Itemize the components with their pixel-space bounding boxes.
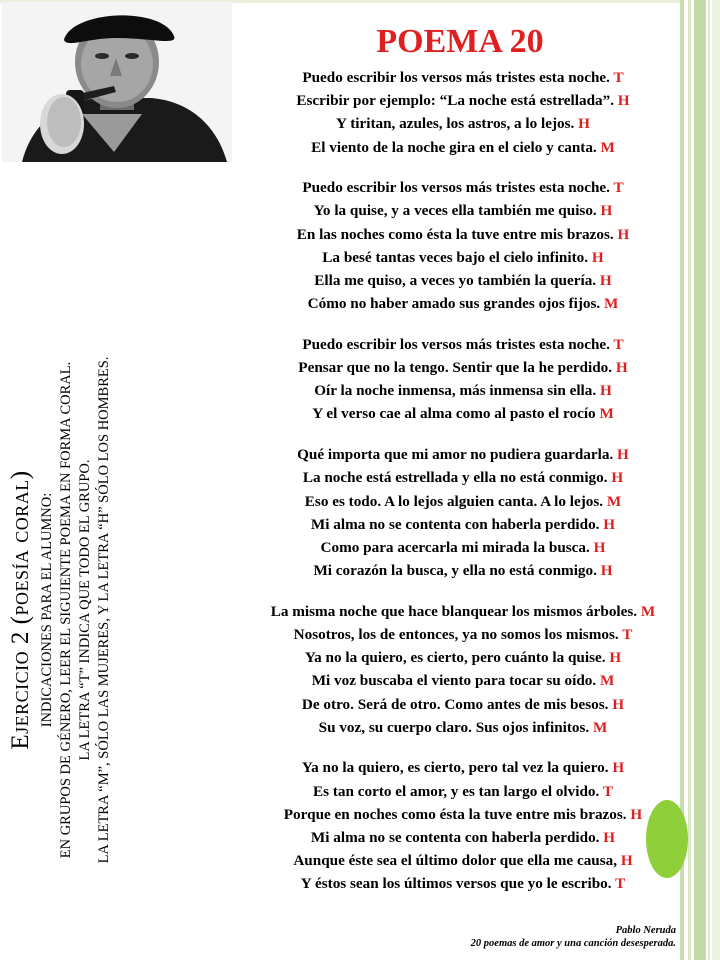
voice-tag: H (600, 202, 613, 220)
voice-tag: T (613, 179, 624, 197)
poem-line (218, 176, 708, 199)
voice-tag: T (602, 782, 613, 800)
instructions-panel (0, 290, 170, 930)
poem-line (218, 379, 708, 402)
voice-tag: H (620, 852, 633, 870)
poem-line (218, 292, 708, 315)
line-text: La noche está estrellada y ella no está conmigo. (302, 469, 608, 487)
line-text: Pensar que no la tengo. Sentir que la he perdido. (298, 359, 613, 377)
line-text: Su voz, su cuerpo claro. Sus ojos infinitos. (318, 718, 590, 736)
poem-line (218, 466, 708, 489)
poem-line (218, 716, 708, 739)
poem-line (218, 646, 708, 669)
poem-line (218, 756, 708, 779)
voice-tag: H (600, 562, 613, 580)
line-text: Puedo escribir los versos más tristes esta noche. (302, 69, 610, 86)
line-text: Ya no la quiero, es cierto, pero tal vez la quiero. (301, 759, 609, 777)
line-text: Escribir por ejemplo: “La noche está estrellada”. (296, 92, 614, 110)
border-stripe (708, 0, 710, 960)
instructions-line: INDICACIONES PARA EL ALUMNO: (39, 492, 55, 728)
stanza (218, 600, 708, 739)
voice-tag: H (609, 649, 622, 667)
poem-body (218, 66, 708, 913)
voice-tag: T (613, 69, 624, 86)
voice-tag: T (622, 625, 633, 643)
poem-line (218, 112, 708, 135)
poem-line (218, 443, 708, 466)
portrait-illustration (2, 2, 232, 162)
voice-tag: H (578, 115, 590, 133)
line-text: La misma noche que hace blanquear los mismos árboles. (270, 602, 638, 620)
line-text: Mi alma no se contenta con haberla perdido. (310, 515, 600, 533)
poem-line (218, 89, 708, 112)
line-text: Aunque éste sea el último dolor que ella me causa, (293, 852, 618, 870)
line-text: Como para acercarla mi mirada la busca. (320, 538, 590, 556)
line-text: Yo la quise, y a veces ella también me quiso. (313, 202, 597, 220)
line-text: Nosotros, los de entonces, ya no somos los mismos. (293, 625, 619, 643)
voice-tag: H (617, 92, 630, 110)
poem-line (218, 669, 708, 692)
voice-tag: M (599, 672, 615, 690)
exercise-title: Ejercicio 2 (poesía coral) (7, 470, 34, 750)
voice-tag: H (599, 272, 612, 289)
line-text: Porque en noches como ésta la tuve entre mis brazos. (283, 805, 627, 823)
poem-title: POEMA 20 (376, 23, 544, 60)
voice-tag: H (612, 695, 625, 713)
poem-line (218, 269, 708, 292)
voice-tag: M (593, 718, 608, 736)
stanza (218, 756, 708, 895)
line-text: Puedo escribir los versos más tristes esta noche. (302, 335, 610, 353)
line-text: Mi corazón la busca, y ella no está conmigo. (313, 562, 597, 580)
poem-line (218, 849, 708, 872)
line-text: Mi alma no se contenta con haberla perdido. (310, 828, 600, 846)
voice-tag: H (603, 828, 616, 846)
stanza (218, 66, 708, 159)
poem-line (218, 536, 708, 559)
poem-line (218, 333, 708, 356)
line-text: Y el verso cae al alma como al pasto el rocío (312, 405, 596, 423)
poem-line (218, 826, 708, 849)
voice-tag: T (613, 335, 624, 353)
line-text: Y éstos sean los últimos versos que yo le escribo. (300, 875, 612, 893)
poem-line (218, 490, 708, 513)
voice-tag: H (612, 759, 625, 777)
poem-line (218, 623, 708, 646)
author-portrait (2, 2, 232, 162)
line-text: Es tan corto el amor, y es tan largo el olvido. (313, 782, 600, 800)
line-text: Cómo no haber amado sus grandes ojos fijos. (307, 295, 601, 313)
poem-line (218, 803, 708, 826)
poem-line (218, 66, 708, 89)
line-text: Puedo escribir los versos más tristes esta noche. (302, 179, 610, 197)
voice-tag: H (617, 225, 630, 243)
voice-tag: M (603, 295, 619, 313)
stanza (218, 176, 708, 315)
poem-line (218, 693, 708, 716)
voice-tag: H (603, 515, 616, 533)
poem-line (218, 872, 708, 895)
voice-tag: M (599, 405, 614, 423)
instructions-line: LA LETRA “M”, SÓLO LAS MUJERES, Y LA LETRA “H” SÓLO LOS HOMBRES. (96, 356, 112, 864)
voice-tag: H (599, 382, 612, 400)
line-text: En las noches como ésta la tuve entre mis brazos. (296, 225, 614, 243)
poem-line (218, 402, 708, 425)
poem-line (218, 199, 708, 222)
line-text: Eso es todo. A lo lejos alguien canta. A lo lejos. (304, 492, 604, 510)
voice-tag: T (615, 875, 626, 893)
poem-line (218, 246, 708, 269)
line-text: Ya no la quiero, es cierto, pero cuánto la quise. (304, 649, 606, 667)
voice-tag: M (640, 602, 656, 620)
author-name: Pablo Neruda (615, 925, 676, 936)
stanza (218, 333, 708, 426)
poem-line (218, 136, 708, 159)
line-text: Oír la noche inmensa, más inmensa sin ella. (314, 382, 597, 400)
book-title: 20 poemas de amor y una canción desesperada. (470, 938, 676, 949)
voice-tag: H (593, 538, 606, 556)
stanza (218, 443, 708, 582)
instructions-line: LA LETRA “T” INDICA QUE TODO EL GRUPO. (77, 459, 93, 761)
line-text: Qué importa que mi amor no pudiera guardarla. (297, 446, 614, 464)
border-stripe (712, 0, 720, 960)
line-text: Y tiritan, azules, los astros, a lo lejos. (336, 115, 575, 133)
poem-line (218, 600, 708, 623)
voice-tag: M (606, 492, 622, 510)
poem-line (218, 513, 708, 536)
voice-tag: H (611, 469, 624, 487)
voice-tag: H (617, 446, 629, 464)
highlight-oval (646, 800, 688, 878)
voice-tag: H (615, 359, 628, 377)
poem-line (218, 223, 708, 246)
poem-line (218, 356, 708, 379)
voice-tag: H (591, 248, 604, 266)
poem-line (218, 780, 708, 803)
line-text: Mi voz buscaba el viento para tocar su oído. (311, 672, 597, 690)
poem-line (218, 559, 708, 582)
instructions-line: EN GRUPOS DE GÉNERO, LEER EL SIGUIENTE POEMA EN FORMA CORAL. (58, 361, 74, 859)
line-text: De otro. Será de otro. Como antes de mis besos. (301, 695, 609, 713)
voice-tag: M (600, 138, 615, 156)
voice-tag: H (630, 805, 643, 823)
line-text: Ella me quiso, a veces yo también la quería. (314, 272, 597, 289)
line-text: La besé tantas veces bajo el cielo infinito. (322, 248, 589, 266)
line-text: El viento de la noche gira en el cielo y canta. (311, 138, 597, 156)
credit (471, 924, 676, 950)
